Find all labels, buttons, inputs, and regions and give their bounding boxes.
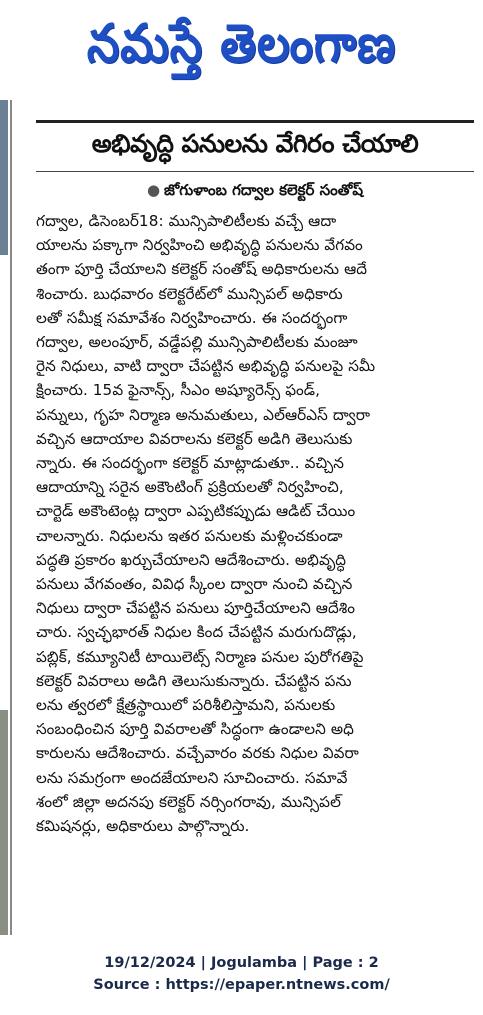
masthead bbox=[0, 0, 483, 100]
article-body-line: న్నారు. ఈ సందర్భంగా కలెక్టర్ మాట్లాడుతూ.. వచ్చిన bbox=[36, 454, 345, 473]
article-body-line: నిధులు ద్వారా చేపట్టిన పనులు పూర్తిచేయాలని ఆదేశిం bbox=[36, 599, 356, 618]
article-body-line: లను త్వరలో క్షేత్రస్థాయిలో పరిశీలిస్తామని, పనులకు bbox=[36, 696, 336, 715]
article-body-line: వచ్చిన ఆదాయాల వివరాలను కలెక్టర్ అడిగి తెలుసుకు bbox=[36, 429, 353, 448]
article bbox=[36, 120, 474, 935]
article-body-line: చారు. స్వచ్ఛభారత్ నిధుల కింద చేపట్టిన మరుగుదొడ్లు, bbox=[36, 623, 357, 642]
article-body-line: గద్వాల, డిసెంబర్18: మున్సిపాలిటీలకు వచ్చే ఆదా bbox=[36, 212, 337, 230]
masthead-title: నమస్తే తెలంగాణ bbox=[86, 12, 397, 75]
article-body-line: చాలన్నారు. నిధులను ఇతర పనులకు మళ్లించకుండా bbox=[36, 526, 343, 545]
article-body-line: కారులను ఆదేశించారు. వచ్చేవారం వరకు నిధుల వివరా bbox=[36, 744, 359, 763]
bullet-icon: ● bbox=[146, 181, 161, 199]
article-body bbox=[36, 209, 474, 838]
article-headline: అభివృద్ధి పనులను వేగిరం చేయాలి bbox=[91, 129, 419, 158]
article-body-line: రైన నిధులు, వాటి ద్వారా చేపట్టిన అభివృద్ధి పనులపై సమీ bbox=[36, 357, 376, 376]
article-body-line: లతో సమీక్ష సమావేశం నిర్వహించారు. ఈ సందర్భంగా bbox=[36, 308, 348, 327]
article-body-line: పన్నులు, గృహ నిర్మాణ అనుమతులు, ఎల్ఆర్ఎస్ ద్వారా bbox=[36, 405, 371, 424]
article-body-line: పబ్లిక్, కమ్యూనిటీ టాయిలెట్స్ నిర్మాణ పనుల పురోగతిపై bbox=[36, 647, 364, 666]
headline-box bbox=[36, 120, 474, 172]
article-body-line: లను సమగ్రంగా అందజేయాలని సూచించారు. సమావే bbox=[36, 768, 348, 787]
article-body-line: క్షించారు. 15వ ఫైనాన్స్, సీఎం అష్యూరెన్స్ ఫండ్, bbox=[36, 381, 321, 400]
footer-date-edition: 19/12/2024 | Jogulamba | Page : 2 bbox=[104, 955, 379, 971]
article-body-line: గద్వాల, అలంపూర్, వడ్డేపల్లి మున్సిపాలిటీలకు మంజూ bbox=[36, 333, 358, 352]
article-body-line: శంలో జిల్లా అదనపు కలెక్టర్ నర్సింగరావు, మున్సిపల్ bbox=[36, 792, 341, 811]
article-body-line: శించారు. బుధవారం కలెక్టరేట్‌లో మున్సిపల్ అధికారు bbox=[36, 284, 343, 303]
clip-border bbox=[0, 100, 12, 935]
article-body-line: చార్టెడ్ అకౌంటెంట్ల ద్వారా ఎప్పటికప్పుడు ఆడిట్ చేయిం bbox=[36, 502, 356, 521]
footer-source: Source : https://epaper.ntnews.com/ bbox=[93, 977, 390, 993]
article-body-line: యాలను పక్కాగా నిర్వహించి అభివృద్ధి పనులను వేగవం bbox=[36, 236, 363, 255]
article-body-line: ఆదాయాన్ని సరైన అకౌంటింగ్ ప్రక్రియలతో నిర్వహించి, bbox=[36, 478, 344, 497]
article-body-line: తంగా పూర్తి చేయాలని కలెక్టర్ సంతోష్ అధికారులను ఆదే bbox=[36, 260, 368, 279]
article-body-line: కమిషనర్లు, అధికారులు పాల్గొన్నారు. bbox=[36, 817, 250, 836]
article-body-line: కలెక్టర్ వివరాలు అడిగి తెలుసుకున్నారు. చేపట్టిన పను bbox=[36, 671, 352, 690]
article-body-line: పద్ధతి ప్రకారం ఖర్చుచేయాలని ఆదేశించారు. అభివృద్ధి bbox=[36, 550, 347, 569]
article-byline-row bbox=[36, 181, 474, 203]
article-body-line: సంబంధించిన పూర్తి వివరాలతో సిద్ధంగా ఉండాలని అధి bbox=[36, 720, 354, 739]
article-body-line: పనులు వేగవంతం, వివిధ స్కీంల ద్వారా నుంచి వచ్చిన bbox=[36, 575, 353, 594]
article-byline: జోగుళాంబ గద్వాల కలెక్టర్ సంతోష్ bbox=[164, 181, 364, 199]
source-footer bbox=[0, 952, 483, 996]
